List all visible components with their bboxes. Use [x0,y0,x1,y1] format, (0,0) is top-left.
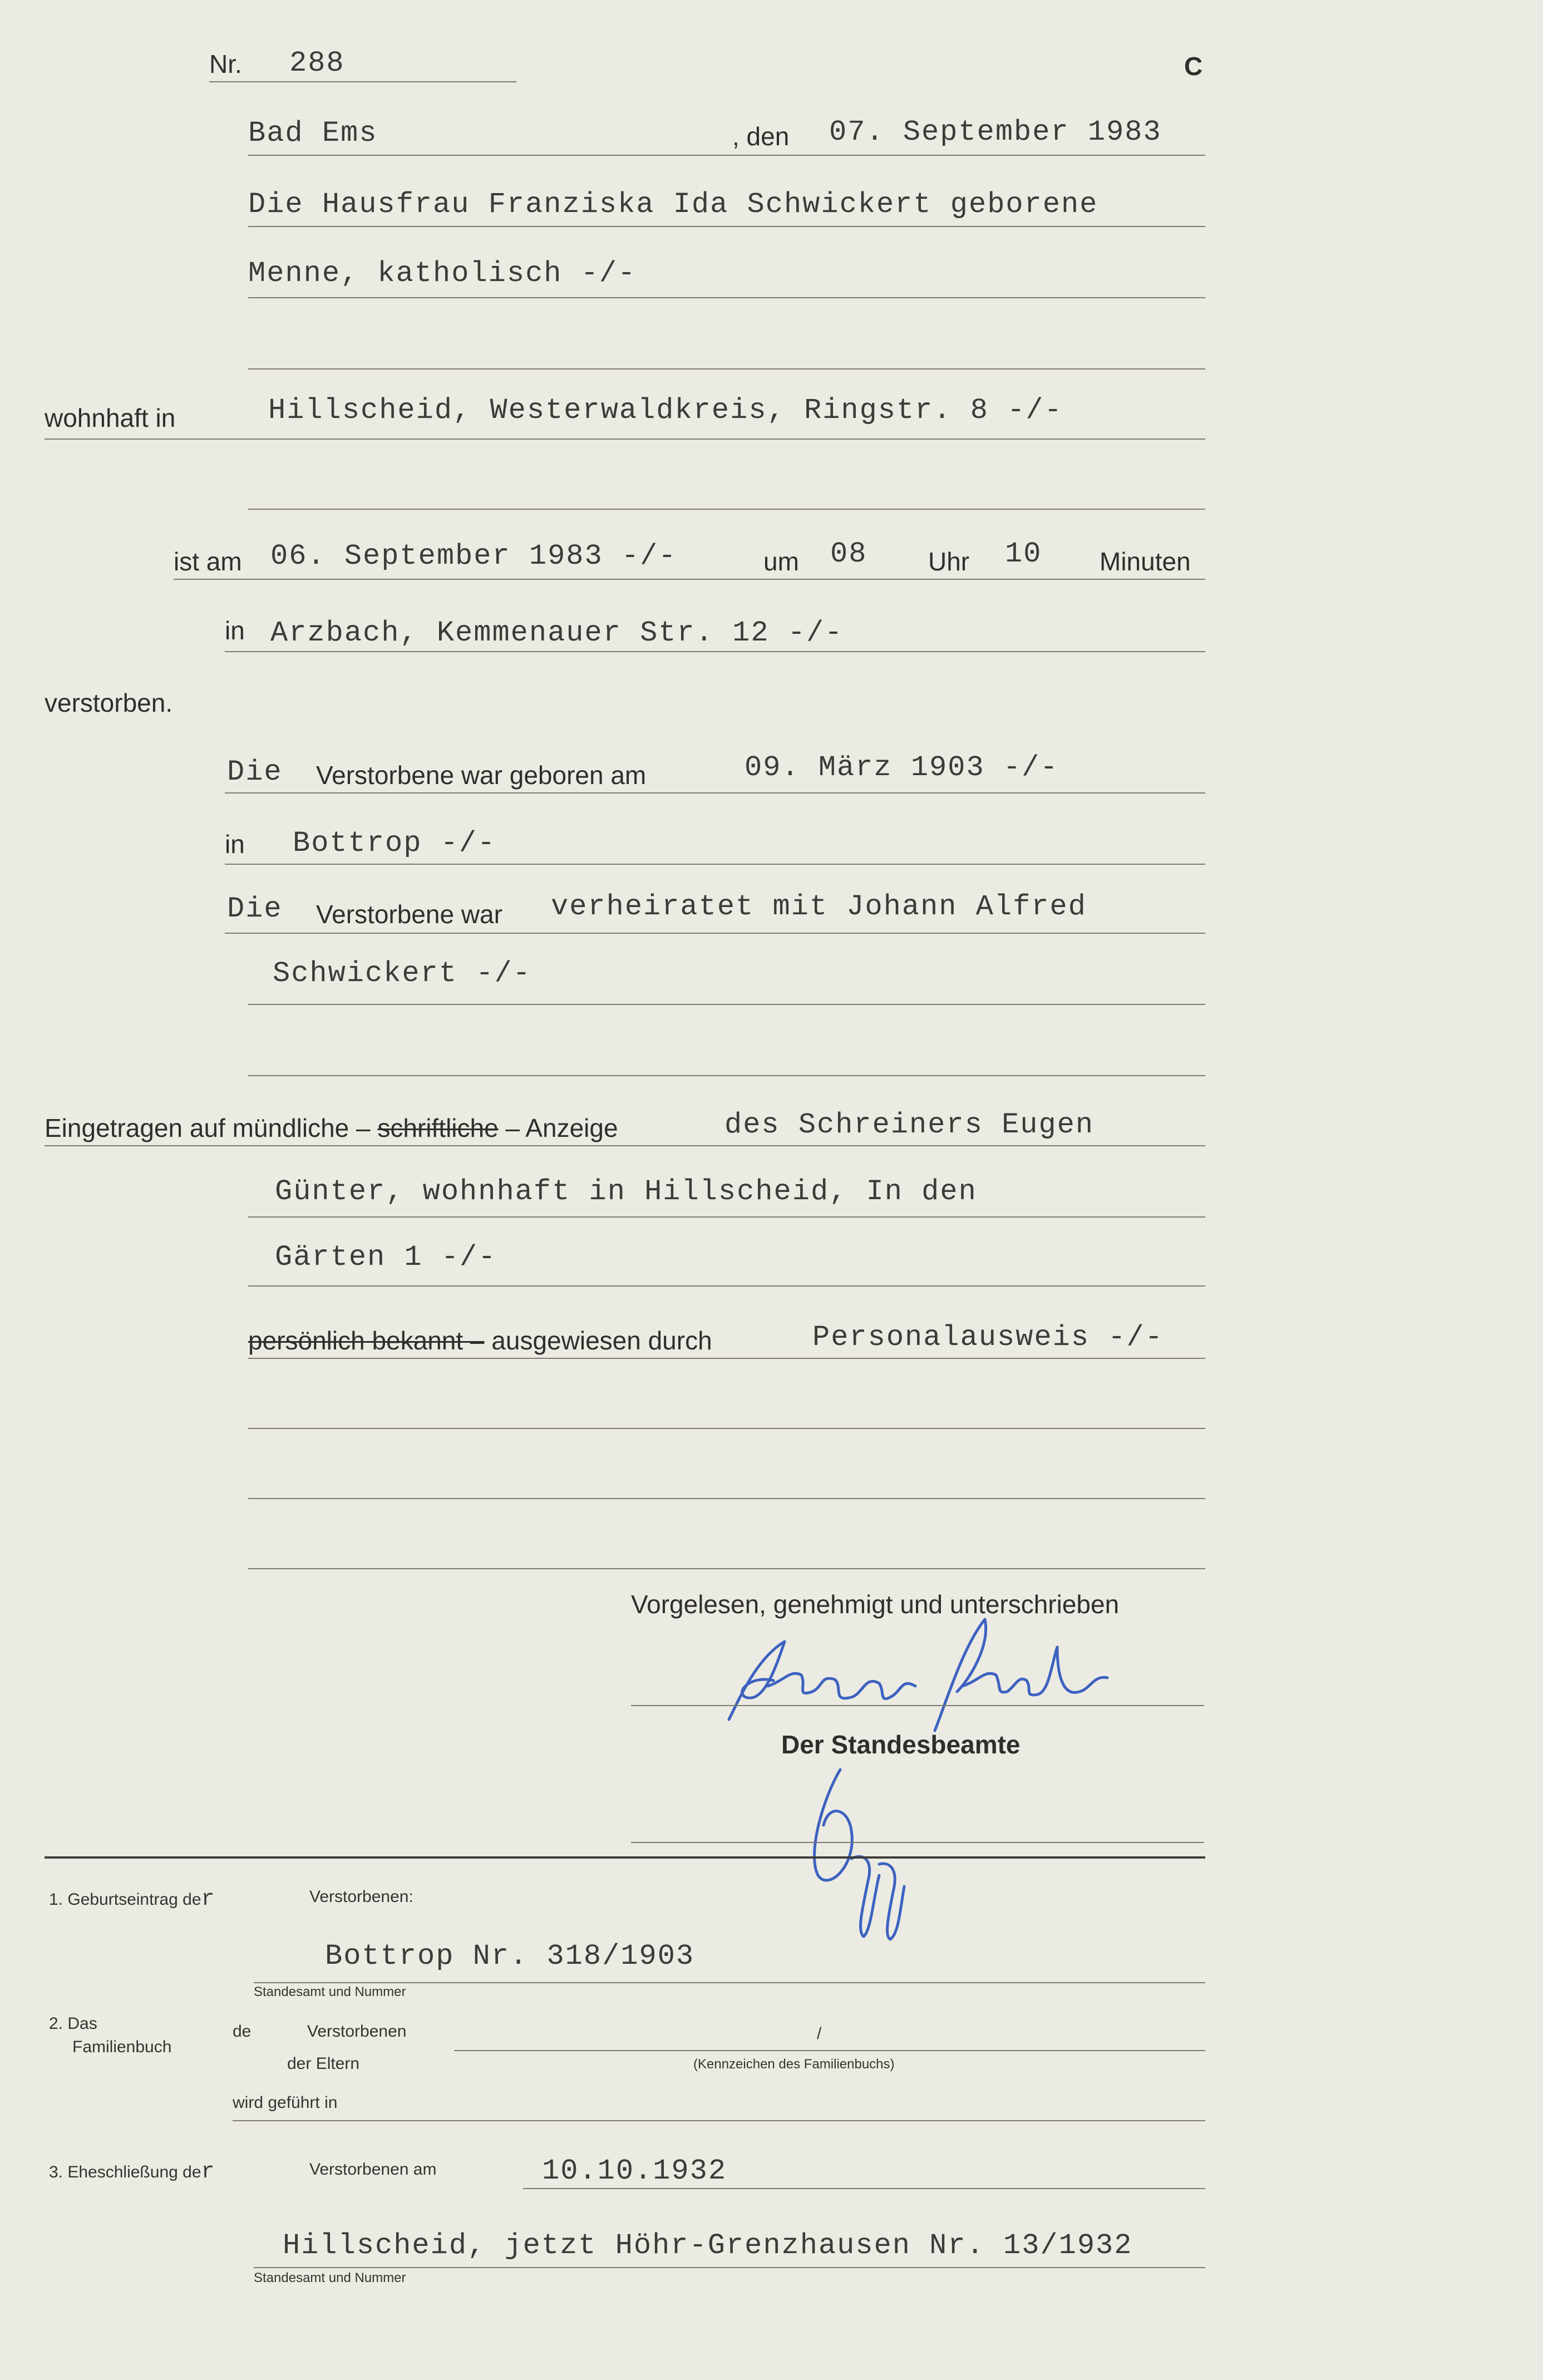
note2-label-b: Familienbuch [72,2038,172,2056]
declarant-signature [723,1614,1113,1742]
note2-eltern: der Eltern [287,2054,360,2073]
death-date-rule [174,579,1205,580]
registration-line-2: Günter, wohnhaft in Hillscheid, In den [275,1175,977,1208]
marriage-line-2: Schwickert -/- [273,957,531,990]
register-letter: C [1184,52,1203,81]
note3-caption: Standesamt und Nummer [254,2270,406,2285]
registration-rule-3 [248,1285,1205,1287]
read-approved-text: Vorgelesen, genehmigt und unterschrieben [631,1590,1120,1619]
note3-r: r [201,2160,216,2185]
marriage-rule-1 [225,933,1205,934]
note3-rule-2 [254,2267,1205,2268]
note3-value: Hillscheid, jetzt Höhr-Grenzhausen Nr. 13/1932 [283,2229,1133,2262]
death-hour: 08 [830,538,867,570]
identification-label-struck: persönlich bekannt – [248,1326,485,1355]
um-label: um [763,547,799,576]
identification-document: Personalausweis -/- [812,1321,1164,1354]
note3-label [49,2161,216,2184]
declarant-rule-3 [248,368,1205,369]
death-date-label: ist am [174,547,242,576]
note1-caption: Standesamt und Nummer [254,1984,406,1999]
note1-rule [254,1982,1205,1983]
registration-label-part1: Eingetragen auf mündliche – [45,1113,371,1142]
note3-label-2: Verstorbenen am [309,2160,437,2179]
note2-de: de [233,2022,252,2041]
note2-caption: (Kennzeichen des Familienbuchs) [693,2057,895,2072]
birth-place: Bottrop -/- [293,827,496,860]
blank-rule-1 [248,1428,1205,1429]
registration-rule-1 [45,1145,1205,1146]
death-place: Arzbach, Kemmenauer Str. 12 -/- [270,617,844,649]
identification-label-rest: ausgewiesen durch [491,1326,712,1355]
death-place-label: in [225,616,245,645]
footer-divider [45,1856,1205,1859]
registration-line-1: des Schreiners Eugen [724,1108,1095,1141]
birth-label: Verstorbene war geboren am [316,761,647,790]
birth-place-rule [225,864,1205,865]
official-caption: Der Standesbeamte [781,1730,1021,1759]
identification-label [248,1328,712,1353]
minuten-label: Minuten [1100,547,1191,576]
residence-rule [45,438,1205,440]
uhr-label: Uhr [928,547,970,576]
note2-gefuehrt: wird geführt in [233,2093,338,2112]
note3-date: 10.10.1932 [542,2155,727,2187]
declarant-rule-1 [248,226,1205,227]
marriage-line-1: verheiratet mit Johann Alfred [551,890,1087,923]
note1-label [49,1889,216,1911]
residence-rule-2 [248,509,1205,510]
blank-rule-2 [248,1498,1205,1499]
note1-label-text: 1. Geburtseintrag de [49,1890,201,1909]
den-label: , den [732,122,790,151]
official-rule-2 [631,1842,1204,1843]
place-date-rule [248,155,1205,156]
official-signature-rule [631,1705,1204,1706]
residence-label: wohnhaft in [45,403,176,432]
note1-r: r [201,1887,216,1912]
registration-label [45,1115,618,1141]
birth-date: 09. März 1903 -/- [745,751,1059,784]
entry-number: 288 [289,47,345,80]
nr-label: Nr. [209,50,242,78]
birth-place-label: in [225,830,245,859]
note2-rule-1 [454,2050,1205,2051]
note3-label-text: 3. Eheschließung de [49,2163,201,2181]
note1-value: Bottrop Nr. 318/1903 [325,1940,695,1973]
note1-label-2: Verstorbenen: [309,1888,413,1906]
note2-slash: / [817,2024,822,2043]
note2-label-a: 2. Das [49,2014,97,2033]
official-signature [801,1764,913,1948]
note3-rule-1 [523,2188,1205,2189]
declarant-line-1: Die Hausfrau Franziska Ida Schwickert geborene [248,188,1098,221]
marriage-rule-3 [248,1075,1205,1076]
note2-rule-2 [233,2120,1205,2121]
birth-date-rule [225,792,1205,794]
verstorben-label: verstorben. [45,688,173,717]
blank-rule-3 [248,1568,1205,1569]
death-place-rule [225,651,1205,652]
marriage-label: Verstorbene war [316,900,502,929]
marriage-rule-2 [248,1004,1205,1005]
registration-label-struck: schriftliche [377,1113,499,1142]
death-minutes: 10 [1005,538,1042,570]
residence-value: Hillscheid, Westerwaldkreis, Ringstr. 8 -/- [268,394,1063,427]
nr-rule [209,81,516,82]
death-date: 06. September 1983 -/- [270,540,677,573]
registration-rule-2 [248,1216,1205,1218]
registration-line-3: Gärten 1 -/- [275,1241,497,1274]
place-of-record: Bad Ems [248,117,378,150]
registration-label-part2: – Anzeige [505,1113,618,1142]
identification-rule [248,1358,1205,1359]
note2-verstorbenen: Verstorbenen [307,2022,407,2041]
declarant-rule-2 [248,297,1205,298]
birth-die-typed: Die [227,756,283,789]
record-date: 07. September 1983 [829,116,1162,149]
marriage-die-typed: Die [227,893,283,925]
declarant-line-2: Menne, katholisch -/- [248,257,637,290]
